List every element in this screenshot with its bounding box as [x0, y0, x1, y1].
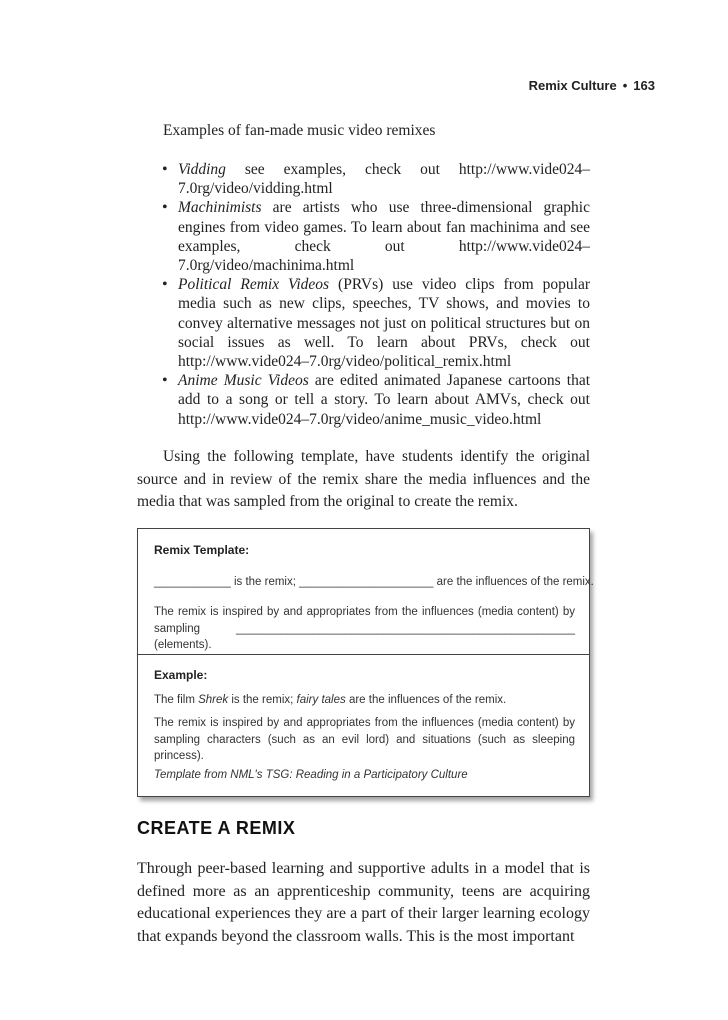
bullet-term: Anime Music Videos	[178, 372, 309, 390]
section-heading: CREATE A REMIX	[137, 818, 296, 838]
examples-heading: Examples of fan-made music video remixes	[163, 122, 436, 139]
example-post: are the influences of the remix.	[345, 694, 507, 706]
running-head	[529, 78, 655, 93]
template-instructions-paragraph: Using the following template, have students identify the original source and in review of the remix share the media influences and the media that was sampled from the original to create the remix.	[137, 448, 590, 510]
bullet-icon: •	[162, 372, 168, 390]
bullet-text: see examples, check out http://www.vide024–7.0rg/video/vidding.html	[178, 161, 590, 198]
example-film: Shrek	[198, 694, 229, 706]
bullet-term: Vidding	[178, 161, 226, 178]
bullet-text: are edited animated Japanese cartoons that add to a song or tell a story. To learn about AMVs, check out http://www.vide024–7.0rg/video/anime_music_video.html	[178, 372, 591, 428]
bullet-icon: •	[162, 276, 168, 294]
bullet-icon: •	[162, 161, 168, 178]
example-heading: Example:	[154, 668, 208, 682]
example-mid: is the remix;	[228, 694, 297, 706]
list-item	[160, 275, 590, 371]
template-source-note: Template from NML's TSG: Reading in a Participatory Culture	[154, 769, 468, 781]
template-line-remix: ____________ is the remix; _____________________ are the influences of the remix.	[154, 576, 594, 588]
bullet-term: Machinimists	[178, 199, 262, 217]
example-line-remix	[154, 692, 575, 709]
bullet-text: are artists who use three-dimensional graphic engines from video games. To learn about fan machinima and see examples, check out http://www.vide024–7.0rg/video/machinima.html	[178, 199, 590, 275]
example-pre: The film	[154, 694, 199, 706]
body-paragraph: Through peer-based learning and supportive adults in a model that is defined more as an apprenticeship community, teens are acquiring educational experiences they are a part of their larger learning ecology that expands beyond the classroom walls. This is the most important	[137, 860, 590, 945]
template-heading: Remix Template:	[154, 543, 250, 557]
list-item	[160, 371, 590, 429]
bullet-term: Political Remix Videos	[178, 276, 330, 294]
template-line-sampling: The remix is inspired by and appropriates from the influences (media content) by sampling _____________________________________________________ (elements).	[154, 606, 575, 651]
list-item	[160, 160, 590, 198]
example-influence: fairy tales	[296, 694, 346, 706]
header-separator: •	[622, 78, 628, 93]
remix-examples-list	[160, 160, 590, 429]
bullet-icon: •	[162, 199, 168, 217]
running-title: Remix Culture	[528, 78, 617, 93]
list-item	[160, 198, 590, 275]
page-number: 163	[633, 78, 655, 93]
example-line-sampling: The remix is inspired by and appropriates from the influences (media content) by sampling characters (such as an evil lord) and situations (such as sleeping princess).	[154, 717, 575, 762]
remix-template-box	[137, 528, 594, 797]
bullet-text: (PRVs) use video clips from popular media such as new clips, speeches, TV shows, and movies to convey alternative messages not just on political structures but on social issues as well. To learn about PRVs, check out http://www.vide024–7.0rg/video/political_remix.html	[178, 276, 590, 371]
box-divider	[138, 654, 589, 655]
